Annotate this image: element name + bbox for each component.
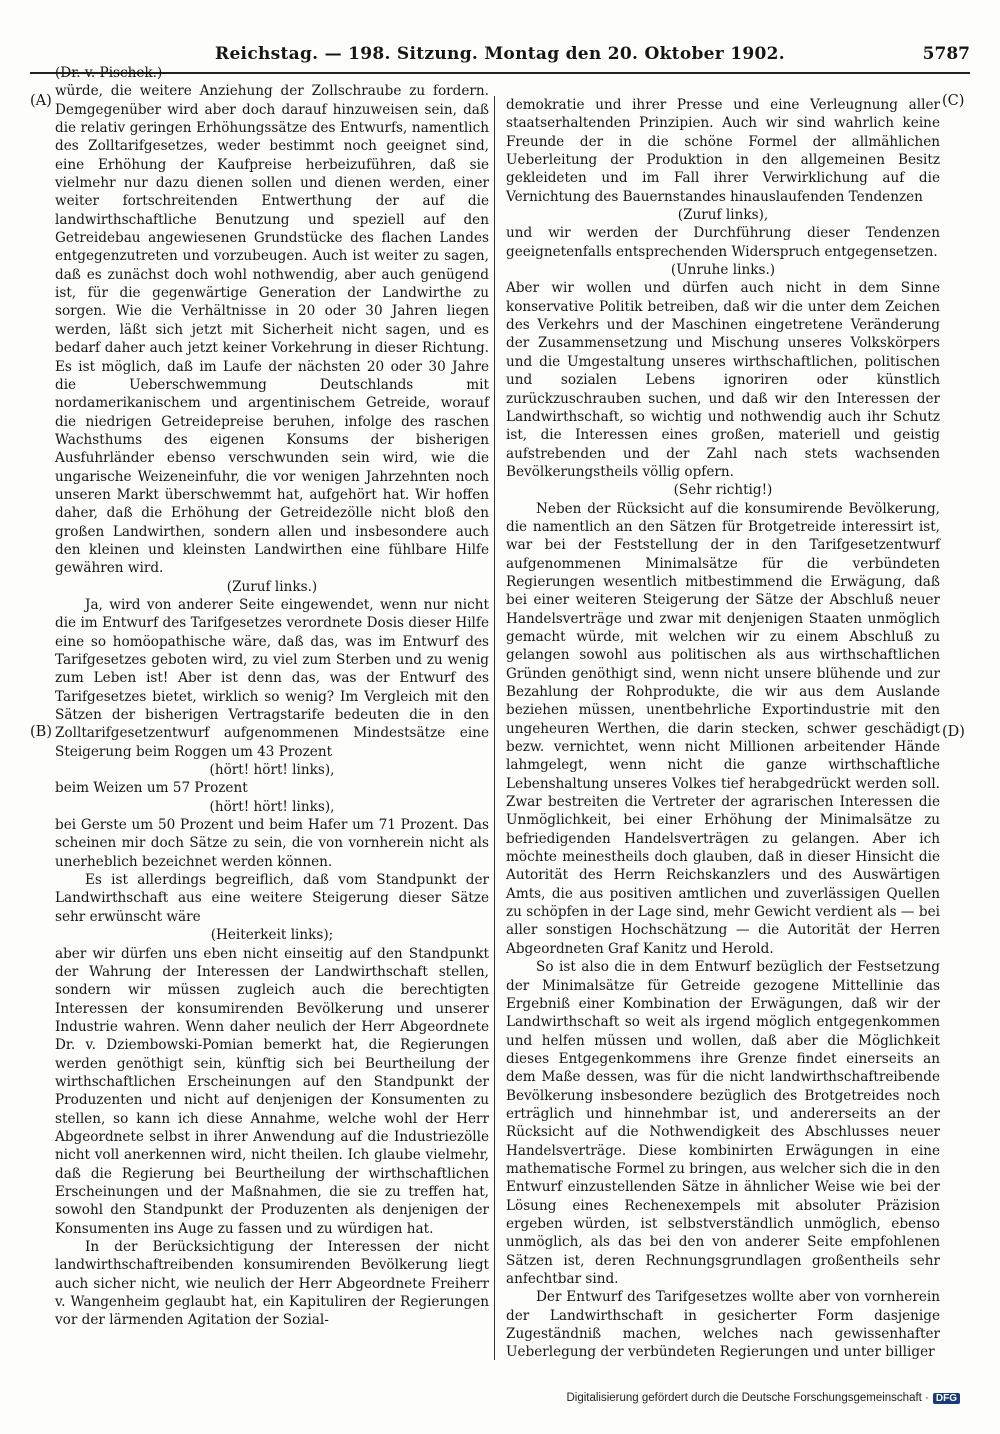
page-number: 5787	[922, 44, 970, 64]
margin-marker-a: (A)	[30, 93, 52, 109]
paragraph: Neben der Rücksicht auf die konsumirende Bevölkerung, die namentlich an den Sätzen für Brotgetreide interessirt ist, war bei der Feststellung der in den Tarifgesetzentwurf aufgenommenen Minimalsätze für die verbündeten Regierungen wesentlich mitbestimmend die Erwägung, daß bei einer weiteren Steigerung der Sätze der Abschluß neuer Handelsverträge und zwar mit denjenigen Staaten unmöglich gemacht würde, mit welchen wir zu einem Abschluß zu gelangen sowohl aus politischen als aus wirthschaftlichen Gründen genöthigt sind, wenn nicht unsere blühende und zur Bezahlung der Rohprodukte, die wir aus dem Auslande beziehen müssen, unentbehrliche Exportindustrie mit den ungeheuren Werthen, die darin stecken, schwer geschädigt bezw. vernichtet, wenn nicht Millionen arbeitender Hände lahmgelegt, wenn nicht die ganze wirthschaftliche Lebenshaltung unseres Volkes tief herabgedrückt werden soll. Zwar bestreiten die Vertreter der agrarischen Interessen die Unmöglichkeit, bei einer Erhöhung der Minimalsätze zu befriedigenden Handelsverträgen zu gelangen. Aber ich möchte meinestheils doch glauben, daß in dieser Hinsicht die Autorität des Herrn Reichskanzlers und des Auswärtigen Amts, die aus positiven amtlichen und zuverlässigen Quellen zu schöpfen in der Lage sind, mehr Gewicht verdient als — bei aller sonstigen Hochschätzung — die Autorität der Herren Abgeordneten Graf Kanitz und Herold.	[506, 500, 940, 957]
interjection: (Unruhe links.)	[670, 262, 776, 279]
paragraph: aber wir dürfen uns eben nicht einseitig auf den Standpunkt der Wahrung der Interessen der Landwirthschaft stellen, sondern wir müssen zugleich auch die berechtigten Interessen der konsumirenden Bevölkerung und unserer Industrie wahren. Wenn daher neulich der Herr Abgeordnete Dr. v. Dziembowski-Pomian bemerkt hat, die Regierungen werden genöthigt sein, künftig sich bei Beurtheilung der wirthschaftlichen Erscheinungen auf den Standpunkt der Produzenten und nicht auf denjenigen der Konsumenten zu stellen, so kann ich diese Annahme, welche wohl der Herr Abgeordnete selbst in ihrer Anwendung auf die Industriezölle nicht voll anerkennen wird, nicht theilen. Ich glaube vielmehr, daß die Regierung bei Beurtheilung der wirthschaftlichen Erscheinungen und der Maßnahmen, die sie zu treffen hat, sowohl den Standpunkt der Produzenten als denjenigen der Konsumenten ins Auge zu fassen und zu würdigen hat.	[55, 945, 489, 1237]
interjection: (Zuruf links),	[677, 207, 769, 224]
paragraph: bei Gerste um 50 Prozent und beim Hafer um 71 Prozent. Das scheinen mir doch Sätze zu sein, die von vornherein nicht als unerheblich bezeichnet werden können.	[55, 817, 489, 870]
paragraph: würde, die weitere Anziehung der Zollschraube zu fordern. Demgegenüber wird aber doch darauf hinzuweisen sein, daß die relativ geringen Erhöhungssätze des Entwurfs, namentlich des Zolltarifgesetzes, weder bestimmt noch geeignet sind, eine Erhöhung der Kaufpreise herbeizuführen, daß sie vielmehr nur dazu dienen sollen und dienen werden, einer weiter fortschreitenden Entwerthung der auf die landwirthschaftliche Benutzung und speziell auf den Getreidebau angewiesenen Grundstücke des flachen Landes entgegenzutreten und vorzubeugen. Auch ist weiter zu sagen, daß es zunächst doch wohl nothwendig, aber auch genügend ist, für die gegenwärtige Generation der Landwirthe zu sorgen. Wie die Verhältnisse in 20 oder 30 Jahren liegen werden, läßt sich jetzt mit Sicherheit nicht sagen, und es bedarf daher auch jetzt keiner Vorkehrung in dieser Richtung. Es ist möglich, daß im Laufe der nächsten 20 oder 30 Jahre die Ueberschwemmung Deutschlands mit nordamerikanischem und argentinischem Getreide, worauf die niedrigen Getreidepreise beruhen, infolge des raschen Wachsthums des eigenen Konsums der bisherigen Ausfuhrländer ebenso verschwunden sein wird, wie die ungarische Weizeneinfuhr, die vor wenigen Jahrzehnten noch unseren Markt überschwemmt hat, aufgehört hat. Wir hoffen daher, daß die Erhöhung der Getreidezölle nicht bloß den großen Landwirthen, sondern allen und insbesondere auch den kleinen und kleinsten Landwirthen eine fühlbare Hilfe gewähren wird.	[55, 83, 489, 577]
interjection: (hört! hört! links),	[209, 798, 335, 815]
right-column	[506, 96, 940, 1362]
margin-marker-d: (D)	[942, 724, 965, 740]
speaker-label: (Dr. v. Pischek.)	[55, 65, 163, 81]
paragraph: demokratie und ihrer Presse und eine Verleugnung aller staatserhaltenden Prinzipien. Auch wir sind wahrlich keine Freunde der in die schöne Formel der allmählichen Ueberleitung der Produktion in den allgemeinen Besitz gekleideten und im Fall ihrer Verwirklichung auf die Vernichtung des Bauernstandes hinauslaufenden Tendenzen	[506, 97, 940, 205]
interjection: (hört! hört! links),	[209, 762, 335, 779]
paragraph: Aber wir wollen und dürfen auch nicht in dem Sinne konservative Politik betreiben, daß wir die unter dem Zeichen des Verkehrs und der Maschinen eingetretene Veränderung der Zusammensetzung und Mischung unseres Volkskörpers und die Umgestaltung unseres wirthschaftlichen, politischen und sozialen Lebens ignoriren oder künstlich zurückzuschrauben suchen, und daß wir den Interessen der Landwirthschaft, so wichtig und nothwendig auch ihr Schutz ist, die Interessen eines großen, materiell und geistig aufstrebenden und der Zahl nach stets wachsenden Bevölkerungstheils völlig opfern.	[506, 280, 940, 480]
margin-marker-b: (B)	[30, 724, 52, 740]
paragraph: und wir werden der Durchführung dieser Tendenzen geeignetenfalls entsprechenden Widerspruch entgegensetzen.	[506, 225, 940, 260]
interjection: (Sehr richtig!)	[673, 482, 773, 499]
paragraph: Es ist allerdings begreiflich, daß vom Standpunkt der Landwirthschaft aus eine weitere Steigerung dieser Sätze sehr erwünscht wäre	[55, 872, 489, 925]
paragraph: So ist also die in dem Entwurf bezüglich der Festsetzung der Minimalsätze für Getreide gezogene Mittellinie das Ergebniß einer Kombination der Erwägungen, daß wir der Landwirthschaft so weit als irgend möglich entgegenkommen und helfen müssen und wollen, daß aber die Möglichkeit dieses Entgegenkommens ihre Grenze findet einerseits an dem Maße dessen, was für die nicht landwirthschaftreibende Bevölkerung insbesondere bezüglich des Brotgetreides noch erträglich und hinnehmbar ist, und andererseits an der Rücksicht auf die Nothwendigkeit des Abschlusses neuer Handelsverträge. Diese kombinirten Erwägungen in eine mathematische Formel zu bringen, aus welcher sich die in den Entwurf einzustellenden Sätze in ähnlicher Weise wie bei der Lösung eines Rechenexempels mit absoluter Präzision ergeben würden, ist selbstverständlich unmöglich, ebenso unmöglich, als das bei den von anderer Seite empfohlenen Sätzen ist, deren Rechnungsgrundlagen großentheils sehr anfechtbar sind.	[506, 959, 940, 1287]
dfg-logo: DFG	[933, 1393, 960, 1404]
paragraph: beim Weizen um 57 Prozent	[55, 780, 248, 797]
margin-marker-c: (C)	[942, 93, 965, 109]
paragraph: Der Entwurf des Tarifgesetzes wollte aber von vornherein der Landwirthschaft in gesicherter Form dasjenige Zugeständniß machen, welches nach gewissenhafter Ueberlegung der verbündeten Regierungen und unter billiger	[506, 1289, 940, 1361]
interjection: (Zuruf links.)	[226, 578, 318, 595]
digitization-credit	[566, 1392, 960, 1404]
column-divider	[494, 96, 495, 1360]
running-title: Reichstag. — 198. Sitzung. Montag den 20. Oktober 1902.	[215, 44, 785, 64]
paragraph: In der Berücksichtigung der Interessen der nicht landwirthschaftreibenden konsumirenden Bevölkerung liegt auch sicher nicht, wie neulich der Herr Abgeordnete Freiherr v. Wangenheim geglaubt hat, ein Kapituliren der Regierungen vor der lärmenden Agitation der Sozial-	[55, 1239, 489, 1329]
interjection: (Heiterkeit links);	[210, 927, 334, 944]
credit-text: Digitalisierung gefördert durch die Deutsche Forschungsgemeinschaft ·	[566, 1392, 929, 1404]
paragraph: Ja, wird von anderer Seite eingewendet, wenn nur nicht die im Entwurf des Tarifgesetzes verordnete Dosis dieser Hilfe eine so homöopathische wäre, daß das, was im Entwurf des Tarifgesetzes geboten wird, zu viel zum Sterben und zu wenig zum Leben ist! Aber ist denn das, was der Entwurf des Tarifgesetzes bietet, wirklich so wenig? Im Vergleich mit den Sätzen der bisherigen Vertragstarife bedeuten die in den Zolltarifgesetzentwurf aufgenommenen Mindestsätze eine Steigerung beim Roggen um 43 Prozent	[55, 596, 489, 760]
left-column	[55, 64, 489, 1330]
